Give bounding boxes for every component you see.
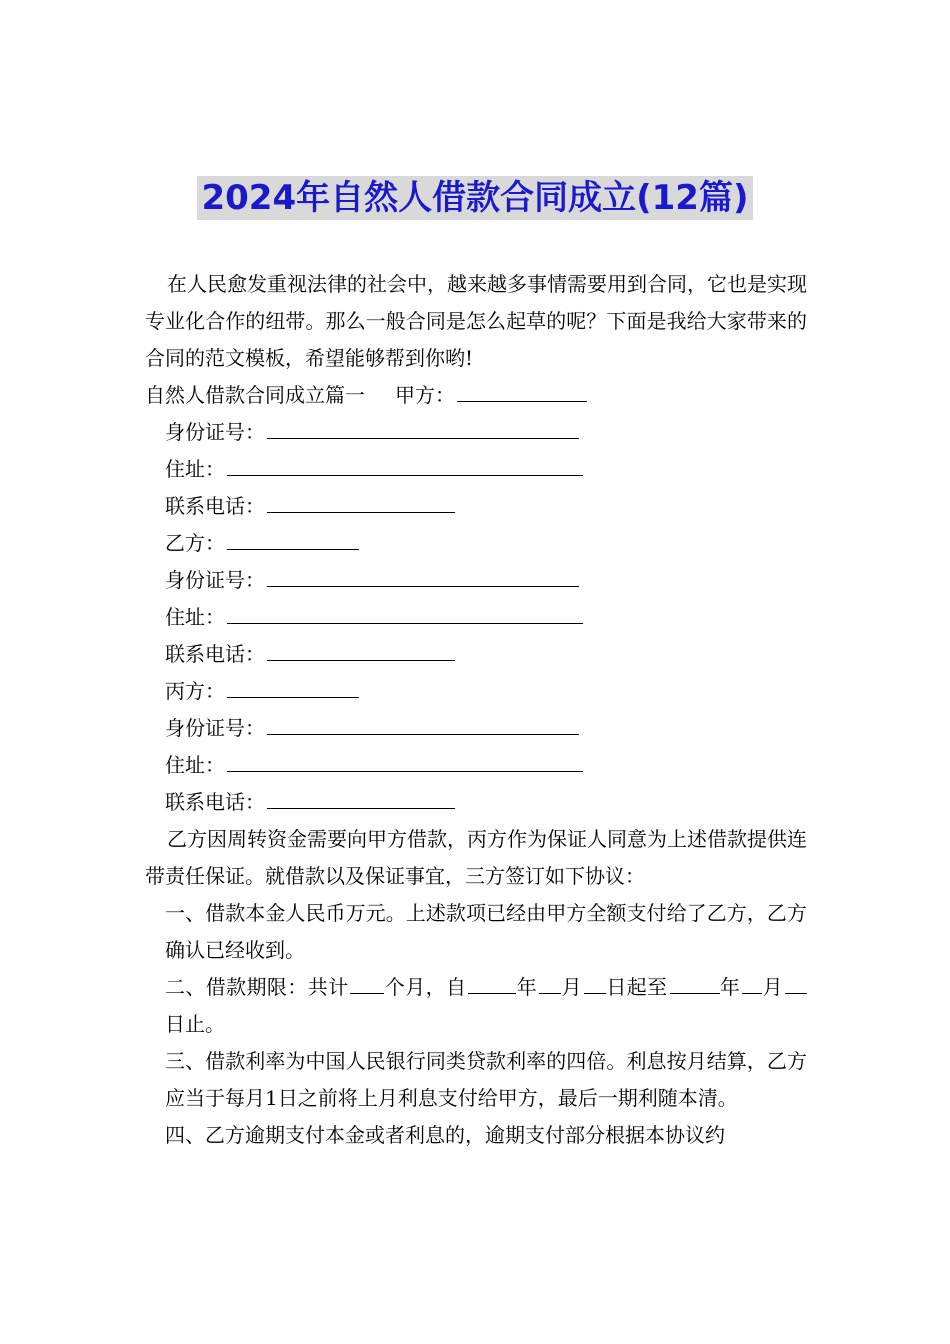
clause-2-text-1: 二、借款期限：共计 [165,975,349,999]
section-heading: 自然人借款合同成立篇一 [145,383,365,407]
intro-paragraph: 在人民愈发重视法律的社会中，越来越多事情需要用到合同，它也是实现专业化合作的纽带。那么一般合同是怎么起草的呢？下面是我给大家带来的合同的范文模板，希望能够帮到你哟! [145,272,807,370]
party-c-line [145,673,807,710]
document-title: 2024年自然人借款合同成立(12篇) [197,176,752,220]
party-c-label: 丙方： [165,679,225,703]
clause-2-text-6: 年 [719,975,741,999]
party-a-id-line [145,414,807,451]
party-b-phone-line [145,636,807,673]
clause-1: 一、借款本金人民币万元。上述款项已经由甲方全额支付给了乙方，乙方确认已经收到。 [165,901,807,962]
end-month-blank [742,973,762,994]
party-b-label: 乙方： [165,531,225,555]
party-c-address-label: 住址： [165,753,225,777]
clause-2-text-8: 日止。 [165,1012,225,1036]
party-c-id-label: 身份证号： [165,716,265,740]
party-b-phone-label: 联系电话： [165,642,265,666]
party-a-id-blank [267,418,579,439]
title-container [0,176,950,220]
months-blank [350,973,384,994]
party-c-address-line [145,747,807,784]
clause-3: 三、借款利率为中国人民银行同类贷款利率的四倍。利息按月结算，乙方应当于每月1日之前将上月利息支付给甲方，最后一期利随本清。 [165,1049,807,1110]
party-c-id-blank [267,714,579,735]
party-a-phone-line [145,488,807,525]
document-body [145,266,807,1154]
start-month-blank [539,973,561,994]
party-b-address-label: 住址： [165,605,225,629]
end-year-blank [670,973,720,994]
party-a-label: 甲方： [395,383,455,407]
section-heading-line [145,377,807,414]
party-a-address-line [145,451,807,488]
party-b-name-blank [227,529,359,550]
party-b-address-line [145,599,807,636]
clause-2-text-3: 年 [516,975,538,999]
party-c-phone-blank [267,788,455,809]
party-c-phone-label: 联系电话： [165,790,265,814]
preamble-paragraph: 乙方因周转资金需要向甲方借款，丙方作为保证人同意为上述借款提供连带责任保证。就借款以及保证事宜，三方签订如下协议： [145,827,807,888]
clause-4: 四、乙方逾期支付本金或者利息的，逾期支付部分根据本协议约 [165,1123,725,1147]
party-a-address-label: 住址： [165,457,225,481]
party-c-id-line [145,710,807,747]
clause-2-text-2: 个月，自 [384,975,467,999]
party-b-phone-blank [267,640,455,661]
party-a-address-blank [227,455,583,476]
clause-2-text-7: 月 [762,975,784,999]
party-b-id-blank [267,566,579,587]
clause-2-text-5: 日起至 [605,975,668,999]
start-day-blank [584,973,606,994]
end-day-blank [785,973,807,994]
party-c-phone-line [145,784,807,821]
clause-2 [145,969,807,1043]
party-c-address-blank [227,751,583,772]
party-b-line [145,525,807,562]
party-c-name-blank [227,677,359,698]
clause-2-text-4: 月 [561,975,582,999]
party-b-id-label: 身份证号： [165,568,265,592]
party-b-id-line [145,562,807,599]
party-a-phone-blank [267,492,455,513]
party-a-phone-label: 联系电话： [165,494,265,518]
party-a-name-blank [457,381,587,402]
party-b-address-blank [227,603,583,624]
start-year-blank [468,973,516,994]
party-a-id-label: 身份证号： [165,420,265,444]
